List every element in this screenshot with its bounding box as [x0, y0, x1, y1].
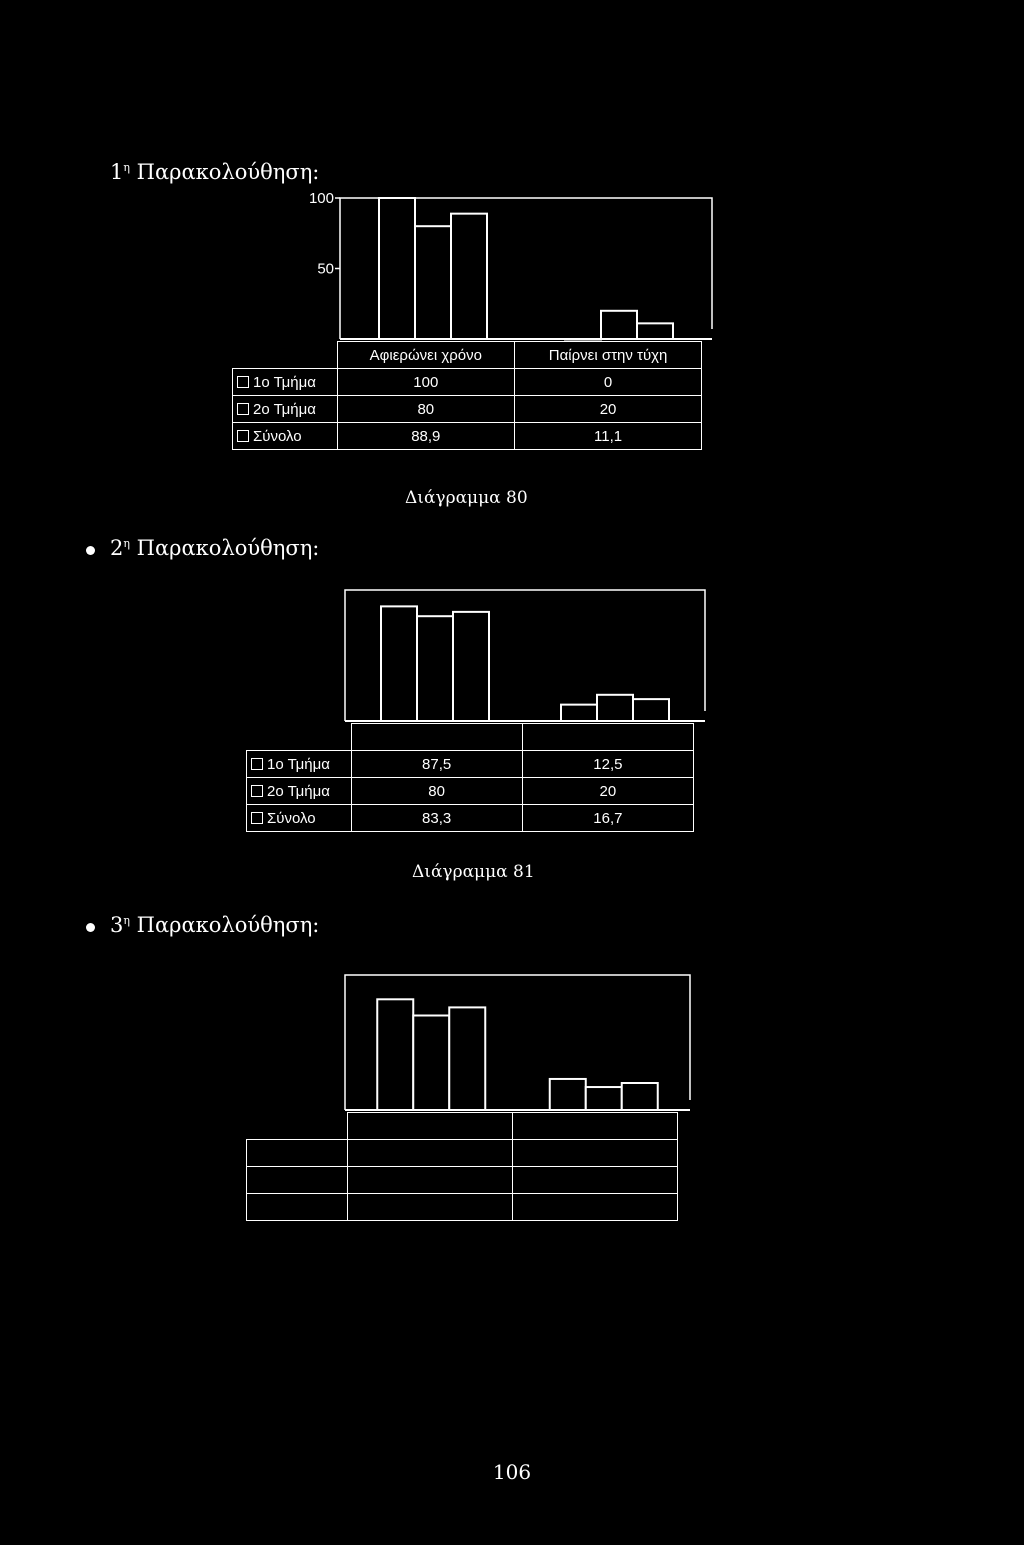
data-value: 80	[351, 778, 522, 805]
bar	[622, 1083, 658, 1110]
page-number: 106	[492, 1460, 532, 1484]
data-value: 0	[515, 369, 702, 396]
bar	[550, 1079, 586, 1110]
series-label: 2ο Τμήμα	[233, 396, 338, 423]
table-header-row	[247, 1113, 678, 1140]
category-label: Παίρνει στην τύχη	[515, 342, 702, 369]
data-value: 83,3	[351, 805, 522, 832]
series-label	[247, 1140, 348, 1167]
data-value: 88,9	[337, 423, 515, 450]
data-value: 20	[515, 396, 702, 423]
series-label: Σύνολο	[247, 805, 352, 832]
bar	[586, 1087, 622, 1110]
table-row	[247, 1167, 678, 1194]
series-label: Σύνολο	[233, 423, 338, 450]
category-label: Αφιερώνει χρόνο	[337, 342, 515, 369]
series-label: 2ο Τμήμα	[247, 778, 352, 805]
data-value	[512, 1194, 677, 1221]
data-value	[512, 1140, 677, 1167]
data-value: 16,7	[522, 805, 693, 832]
section-sup: η	[123, 537, 130, 550]
data-value	[347, 1167, 512, 1194]
bar	[449, 1007, 485, 1110]
caption-1: Διάγραμμα 80	[405, 488, 528, 508]
data-value	[347, 1194, 512, 1221]
section-label: Παρακολούθηση:	[136, 913, 320, 937]
data-value	[512, 1167, 677, 1194]
series-label	[247, 1167, 348, 1194]
data-value: 87,5	[351, 751, 522, 778]
table-row	[247, 1140, 678, 1167]
section-sup: η	[123, 914, 130, 927]
section-number: 2	[110, 536, 124, 560]
bar	[413, 1016, 449, 1111]
category-label	[347, 1113, 512, 1140]
data-value: 20	[522, 778, 693, 805]
table-row	[247, 1194, 678, 1221]
data-value: 100	[337, 369, 515, 396]
series-label: 1ο Τμήμα	[247, 751, 352, 778]
caption-2: Διάγραμμα 81	[412, 862, 535, 882]
data-value: 11,1	[515, 423, 702, 450]
bar	[377, 999, 413, 1110]
section-sup: η	[123, 161, 130, 174]
category-label	[512, 1113, 677, 1140]
y-tick-label: 100	[308, 190, 334, 207]
data-value: 80	[337, 396, 515, 423]
data-value	[347, 1140, 512, 1167]
series-label	[247, 1194, 348, 1221]
section-number: 1	[110, 160, 124, 184]
section-label: Παρακολούθηση:	[136, 536, 320, 560]
y-tick-label: 50	[317, 260, 334, 278]
chart-3-data-table	[246, 1112, 678, 1221]
series-label: 1ο Τμήμα	[233, 369, 338, 396]
section-number: 3	[110, 913, 124, 937]
section-label: Παρακολούθηση:	[136, 160, 320, 184]
data-value: 12,5	[522, 751, 693, 778]
